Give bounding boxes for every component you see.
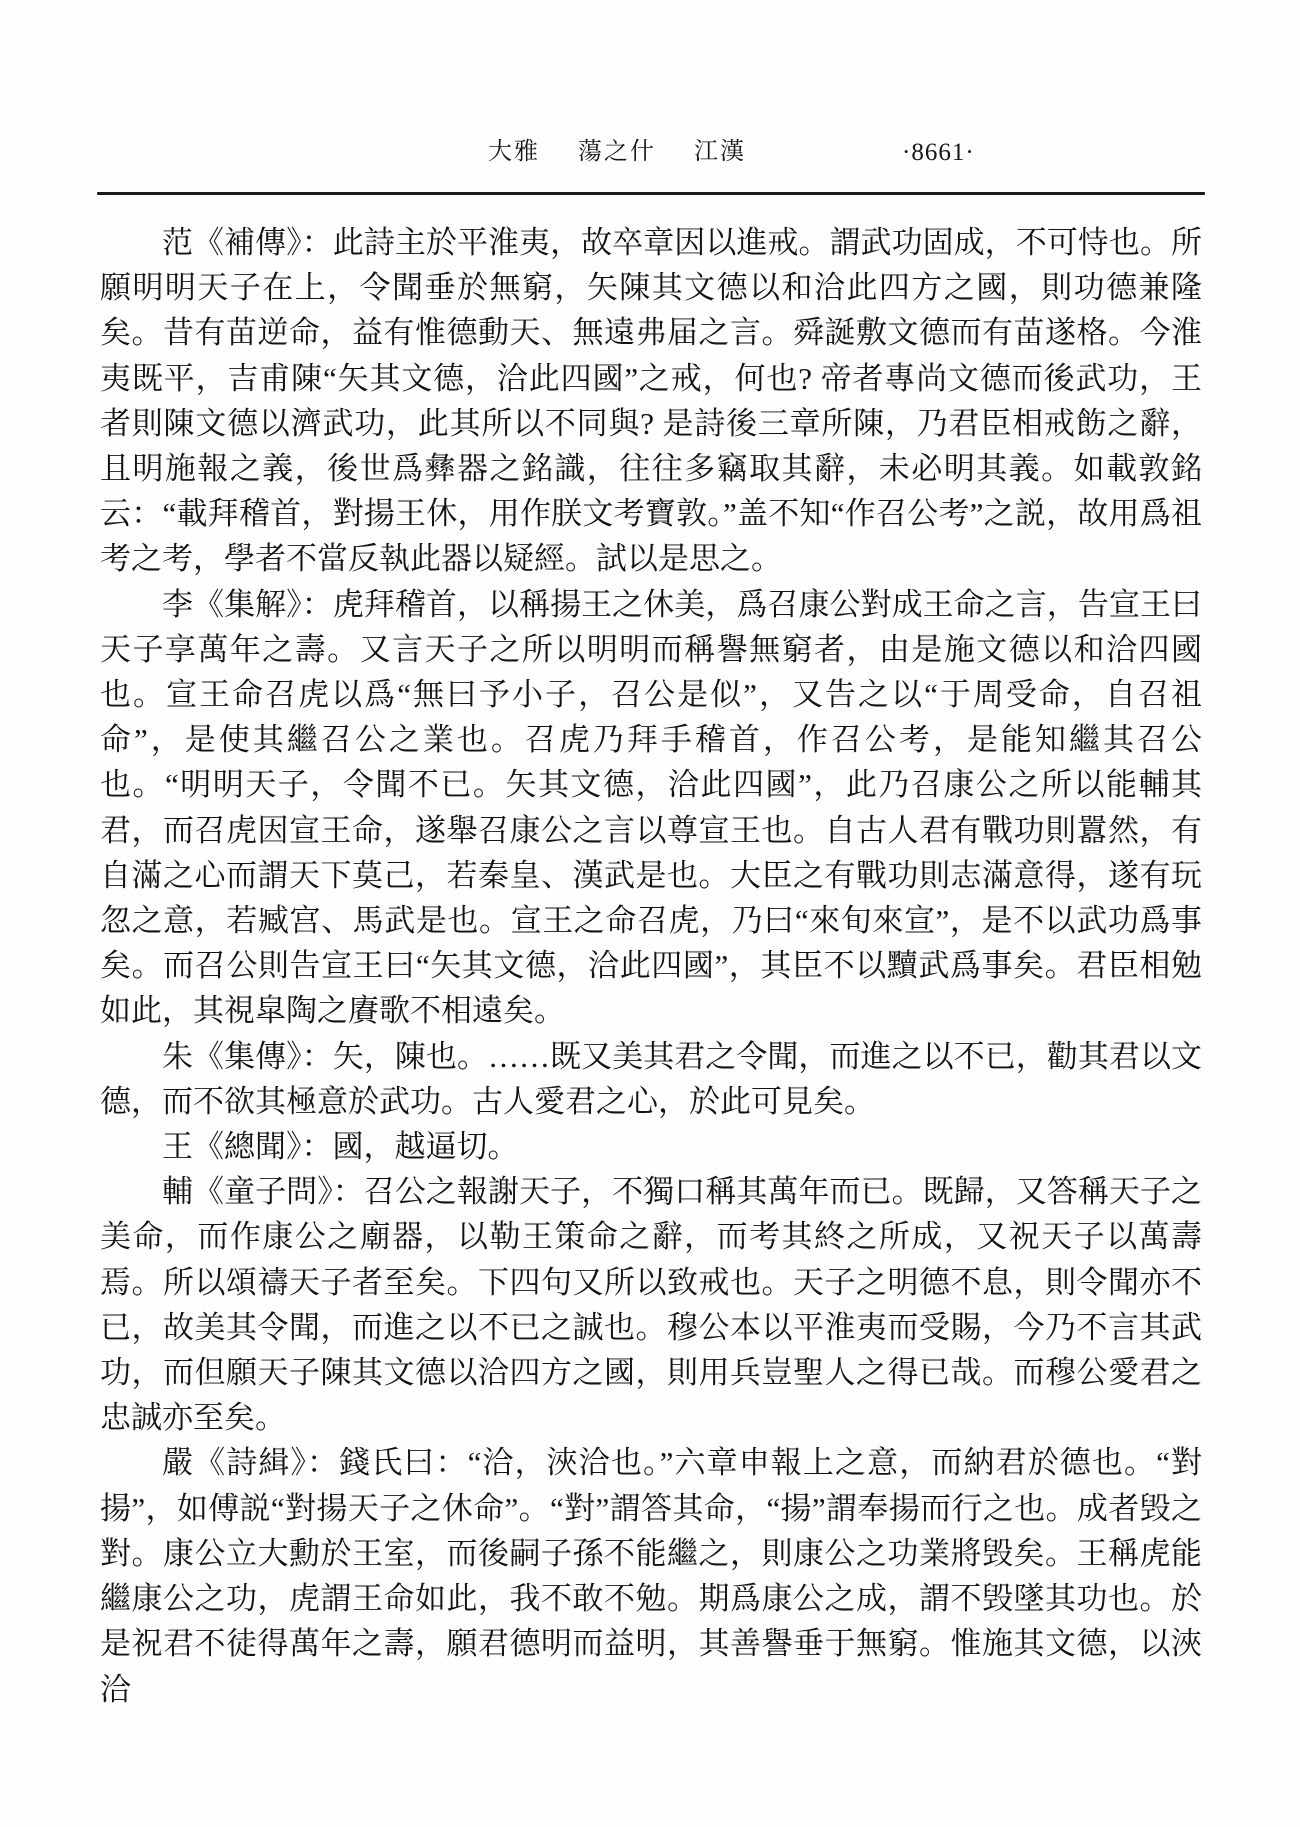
paragraph-fu-tongziwen: 輔《童子問》：召公之報謝天子，不獨口稱其萬年而已。既歸，又答稱天子之美命，而作康公之廟器，以勒王策命之辭，而考其終之所成，又祝天子以萬壽焉。所以頌禱天子者至矣。下四句又所以致戒也。天子之明德不息，則令聞亦不已，故美其令聞，而進之以不已之誠也。穆公本以平淮夷而受賜，今乃不言其武功，而但願天子陳其文德以洽四方之國，則用兵豈聖人之得已哉。而穆公愛君之忠誠亦至矣。 (100, 1174, 1202, 1436)
running-head (488, 136, 746, 168)
running-head-section: 大雅 (488, 139, 540, 165)
page-number: ·8661· (902, 139, 975, 166)
header-divider (97, 192, 1205, 195)
running-head-poem-title: 江漢 (694, 139, 746, 165)
page-header (0, 0, 1300, 196)
paragraph-zhu-jizhuan: 朱《集傳》：矢，陳也。……既又美其君之令聞，而進之以不已，勸其君以文德，而不欲其極意於武功。古人愛君之心，於此可見矣。 (100, 1038, 1202, 1119)
paragraph-wang-zongwen: 王《總聞》：國，越逼切。 (162, 1129, 519, 1165)
paragraph-yan-shiji: 嚴《詩緝》：錢氏曰：“洽，浹洽也。”六章申報上之意，而納君於德也。“對揚”，如傅説“對揚天子之休命”。“對”謂答其命，“揚”謂奉揚而行之也。成者毁之對。康公立大勳於王室，而後嗣子孫不能繼之，則康公之功業將毁矣。王稱虎能繼康公之功，虎謂王命如此，我不敢不勉。期爲康公之成，謂不毁墜其功也。於是祝君不徒得萬年之壽，願君德明而益明，其善譽垂于無窮。惟施其文德，以浹洽 (100, 1445, 1202, 1707)
paragraph-fan-buzhuan: 范《補傳》：此詩主於平淮夷，故卒章因以進戒。謂武功固成，不可恃也。所願明明天子在上，令聞垂於無窮，矢陳其文德以和洽此四方之國，則功德兼隆矣。昔有苗逆命，益有惟德動天、無遠弗届之言。舜誕敷文德而有苗遂格。今淮夷既平，吉甫陳“矢其文德，洽此四國”之戒，何也? 帝者專尚文德而後武功，王者則陳文德以濟武功，此其所以不同與? 是詩後三章所陳，乃君臣相戒飭之辭，且明施報之義，後世爲彝器之銘識，往往多竊取其辭，未必明其義。如載敦銘云：“載拜稽首，對揚王休，用作朕文考寶敦。”盖不知“作召公考”之説，故用爲祖考之考，學者不當反執此器以疑經。試以是思之。 (100, 225, 1202, 577)
running-head-subsection: 蕩之什 (578, 139, 656, 165)
paragraph-li-jijie: 李《集解》：虎拜稽首，以稱揚王之休美，爲召康公對成王命之言，告宣王曰天子享萬年之壽。又言天子之所以明明而稱譽無窮者，由是施文德以和洽四國也。宣王命召虎以爲“無曰予小子，召公是似”，又告之以“于周受命，自召祖命”，是使其繼召公之業也。召虎乃拜手稽首，作召公考，是能知繼其召公也。“明明天子，令聞不已。矢其文德，洽此四國”，此乃召康公之所以能輔其君，而召虎因宣王命，遂舉召康公之言以尊宣王也。自古人君有戰功則囂然，有自滿之心而謂天下莫己，若秦皇、漢武是也。大臣之有戰功則志滿意得，遂有玩忽之意，若臧宫、馬武是也。宣王之命召虎，乃曰“來旬來宣”，是不以武功爲事矣。而召公則告宣王曰“矢其文德，洽此四國”，其臣不以黷武爲事矣。君臣相勉如此，其視皐陶之賡歌不相遠矣。 (100, 586, 1202, 1029)
text-body (100, 220, 1202, 1712)
